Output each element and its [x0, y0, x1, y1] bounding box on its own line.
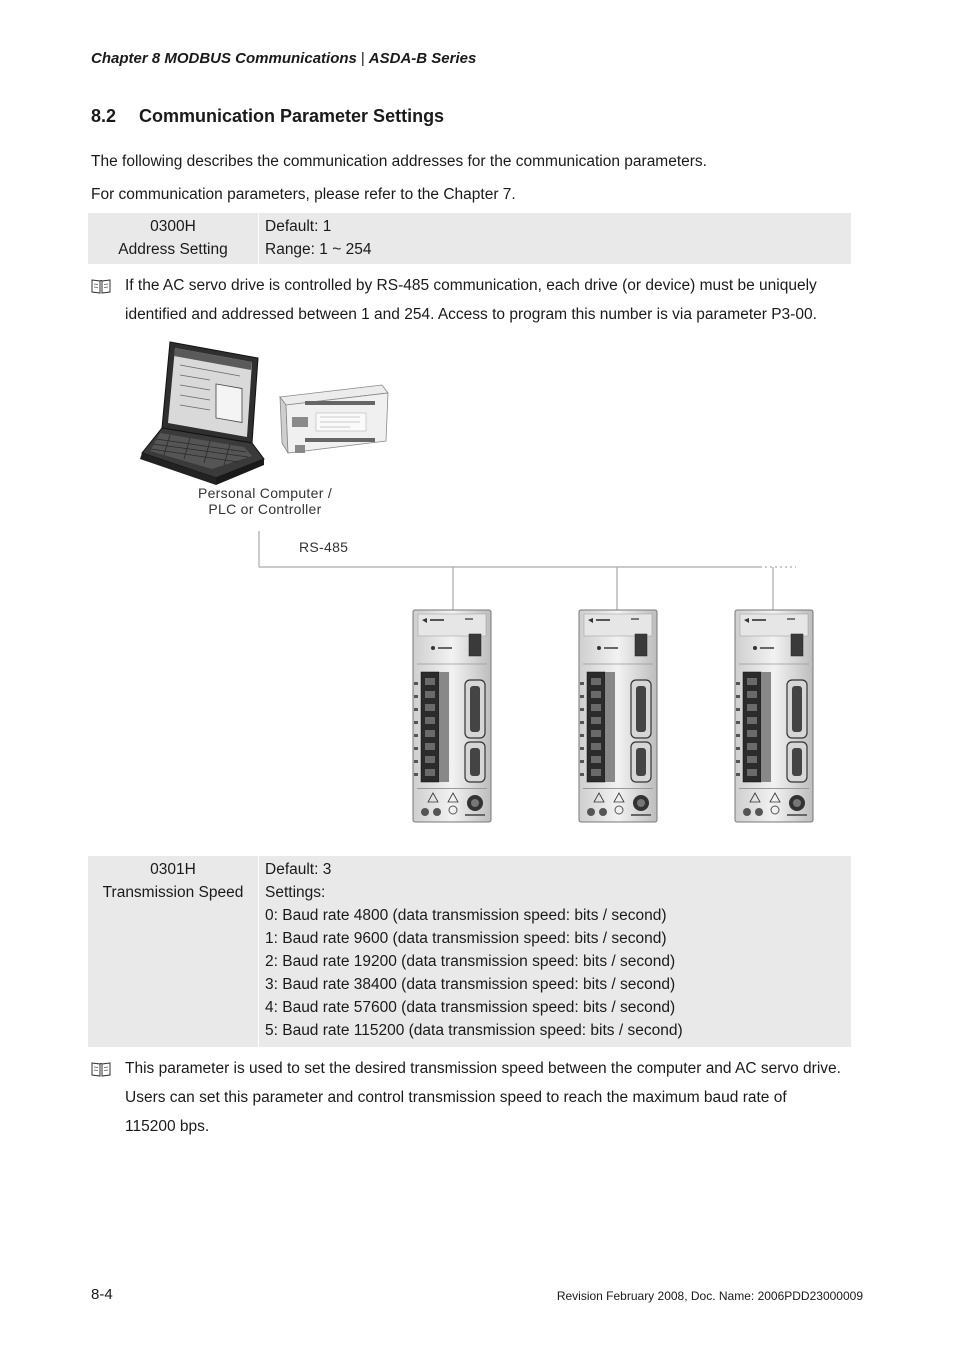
param-setting-item: 4: Baud rate 57600 (data transmission speed: bits / second) — [265, 999, 676, 1016]
page-number: 8-4 — [91, 1286, 113, 1303]
rs485-network-diagram — [120, 335, 840, 835]
servo-drive-3 — [735, 610, 813, 822]
param-value-cell — [265, 856, 851, 1042]
note-1 — [125, 271, 817, 329]
param-address: 0300H — [150, 218, 196, 235]
param-table-0300h — [88, 213, 851, 264]
header-separator: | — [360, 50, 365, 67]
note-1-line-2: identified and addressed between 1 and 254. Access to program this number is via parameter P3-00. — [125, 306, 817, 323]
book-icon — [91, 278, 111, 294]
revision-note: Revision February 2008, Doc. Name: 2006PDD23000009 — [556, 1289, 863, 1303]
book-icon — [91, 1061, 111, 1077]
servo-drive-1 — [413, 610, 491, 822]
param-settings-label: Settings: — [265, 884, 326, 901]
servo-drive-2 — [579, 610, 657, 822]
note-1-line-1: If the AC servo drive is controlled by RS-485 communication, each drive (or device) must be uniquely — [125, 277, 817, 294]
plc-illustration — [280, 385, 388, 453]
note-2-line-1: This parameter is used to set the desired transmission speed between the computer and AC servo drive. — [125, 1060, 841, 1077]
param-address-cell — [88, 213, 259, 264]
param-default: Default: 3 — [265, 861, 332, 878]
param-table-0301h — [88, 856, 851, 1047]
param-address: 0301H — [150, 861, 196, 878]
param-default: Default: 1 — [265, 218, 332, 235]
param-address-cell — [88, 856, 259, 1047]
pc-plc-label-line-1: Personal Computer / — [197, 485, 333, 501]
param-setting-item: 0: Baud rate 4800 (data transmission speed: bits / second) — [265, 907, 667, 924]
intro-paragraph-1: The following describes the communication addresses for the communication parameters. — [91, 153, 707, 170]
param-value-cell — [265, 213, 851, 261]
param-name: Transmission Speed — [102, 884, 244, 901]
param-setting-item: 2: Baud rate 19200 (data transmission speed: bits / second) — [265, 953, 676, 970]
section-number: 8.2 — [91, 106, 117, 126]
param-setting-item: 1: Baud rate 9600 (data transmission speed: bits / second) — [265, 930, 667, 947]
chapter-title: Chapter 8 MODBUS Communications — [91, 50, 357, 67]
param-setting-item: 5: Baud rate 115200 (data transmission speed: bits / second) — [265, 1022, 683, 1039]
param-setting-item: 3: Baud rate 38400 (data transmission speed: bits / second) — [265, 976, 676, 993]
running-header — [91, 50, 476, 67]
pc-plc-label-line-2: PLC or Controller — [208, 501, 322, 517]
rs485-label: RS-485 — [299, 539, 349, 555]
note-2-line-2: Users can set this parameter and control transmission speed to reach the maximum baud rate of — [125, 1089, 787, 1106]
section-heading — [91, 106, 444, 127]
note-2 — [125, 1054, 841, 1141]
param-range: Range: 1 ~ 254 — [265, 241, 372, 258]
param-name: Address Setting — [118, 241, 228, 258]
note-2-line-3: 115200 bps. — [125, 1118, 210, 1135]
laptop-illustration — [140, 342, 264, 485]
intro-paragraph-2: For communication parameters, please refer to the Chapter 7. — [91, 186, 516, 203]
section-title: Communication Parameter Settings — [139, 106, 445, 126]
series-name: ASDA-B Series — [368, 50, 477, 67]
